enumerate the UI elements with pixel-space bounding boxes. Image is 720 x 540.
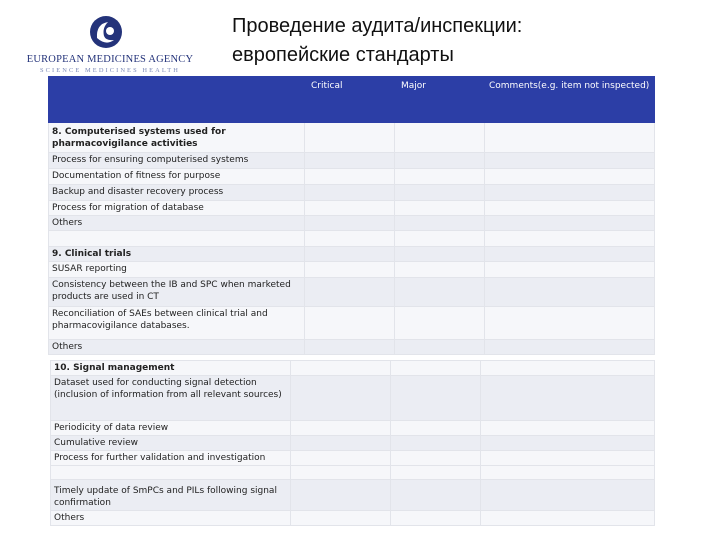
header-item-cell [49, 77, 305, 123]
comments-cell[interactable] [485, 340, 655, 355]
ema-logo-tagline: SCIENCE MEDICINES HEALTH [40, 67, 180, 74]
critical-cell[interactable] [291, 376, 391, 421]
major-cell[interactable] [391, 361, 481, 376]
row-label: Others [49, 340, 305, 355]
comments-cell[interactable] [485, 123, 655, 153]
critical-cell[interactable] [305, 216, 395, 231]
critical-cell[interactable] [291, 451, 391, 466]
header-comments: Comments(e.g. item not inspected) [485, 77, 655, 123]
critical-cell[interactable] [291, 421, 391, 436]
row-label: SUSAR reporting [49, 262, 305, 278]
spacer-cell [51, 466, 291, 480]
ema-logo-name: EUROPEAN MEDICINES AGENCY [26, 54, 194, 65]
row-label: Others [51, 511, 291, 526]
row-label: Backup and disaster recovery process [49, 185, 305, 201]
row-label: Others [49, 216, 305, 231]
table-row [49, 201, 655, 216]
ema-logo-icon [86, 14, 126, 50]
table-row [51, 451, 655, 466]
comments-cell[interactable] [485, 201, 655, 216]
table-row [49, 262, 655, 278]
comments-cell[interactable] [481, 376, 655, 421]
major-cell[interactable] [391, 421, 481, 436]
major-cell[interactable] [395, 247, 485, 262]
page-title-line1: Проведение аудита/инспекции: [232, 15, 523, 37]
table-row [51, 480, 655, 511]
comments-cell[interactable] [481, 436, 655, 451]
comments-cell[interactable] [481, 451, 655, 466]
table-row [49, 340, 655, 355]
critical-cell[interactable] [291, 436, 391, 451]
critical-cell[interactable] [291, 511, 391, 526]
comments-cell[interactable] [485, 153, 655, 169]
table-header-row [49, 77, 655, 123]
critical-cell[interactable] [291, 361, 391, 376]
table-row [51, 436, 655, 451]
row-label: Cumulative review [51, 436, 291, 451]
comments-cell[interactable] [485, 185, 655, 201]
major-cell[interactable] [395, 262, 485, 278]
audit-table-continued [50, 360, 655, 526]
critical-cell[interactable] [305, 307, 395, 340]
comments-cell[interactable] [481, 511, 655, 526]
critical-cell[interactable] [305, 153, 395, 169]
table-row [49, 169, 655, 185]
critical-cell[interactable] [305, 123, 395, 153]
critical-cell[interactable] [305, 201, 395, 216]
row-label: Dataset used for conducting signal detection (inclusion of information from all relevant sources) [51, 376, 291, 421]
critical-cell[interactable] [305, 278, 395, 307]
comments-cell[interactable] [485, 247, 655, 262]
page-title-line2: европейские стандарты [232, 44, 454, 66]
table-row-spacer [49, 231, 655, 247]
major-cell[interactable] [395, 278, 485, 307]
section-9-heading: 9. Clinical trials [49, 247, 305, 262]
audit-table [48, 76, 655, 355]
row-label: Reconciliation of SAEs between clinical trial and pharmacovigilance databases. [49, 307, 305, 340]
page-title [232, 12, 522, 70]
table-row-spacer [51, 466, 655, 480]
comments-cell[interactable] [485, 216, 655, 231]
comments-cell[interactable] [485, 231, 655, 247]
table-row [49, 123, 655, 153]
comments-cell[interactable] [485, 307, 655, 340]
major-cell[interactable] [395, 231, 485, 247]
major-cell[interactable] [391, 451, 481, 466]
critical-cell[interactable] [305, 247, 395, 262]
row-label: Periodicity of data review [51, 421, 291, 436]
row-label: Timely update of SmPCs and PILs following signal confirmation [51, 480, 291, 511]
major-cell[interactable] [391, 466, 481, 480]
comments-cell[interactable] [485, 169, 655, 185]
table-row [49, 307, 655, 340]
ema-logo [20, 14, 200, 76]
major-cell[interactable] [395, 201, 485, 216]
major-cell[interactable] [391, 376, 481, 421]
major-cell[interactable] [395, 153, 485, 169]
table-row [51, 511, 655, 526]
major-cell[interactable] [391, 480, 481, 511]
row-label: Documentation of fitness for purpose [49, 169, 305, 185]
major-cell[interactable] [395, 216, 485, 231]
table-row [49, 153, 655, 169]
major-cell[interactable] [395, 169, 485, 185]
critical-cell[interactable] [305, 340, 395, 355]
comments-cell[interactable] [485, 262, 655, 278]
major-cell[interactable] [395, 307, 485, 340]
header-major: Major [395, 77, 485, 123]
row-label: Process for ensuring computerised systems [49, 153, 305, 169]
comments-cell[interactable] [481, 466, 655, 480]
table-row [51, 361, 655, 376]
table-row [49, 185, 655, 201]
table-row [51, 376, 655, 421]
comments-cell[interactable] [481, 480, 655, 511]
major-cell[interactable] [391, 511, 481, 526]
section-10-heading: 10. Signal management [51, 361, 291, 376]
spacer-cell [49, 231, 305, 247]
critical-cell[interactable] [305, 262, 395, 278]
row-label: Consistency between the IB and SPC when marketed products are used in CT [49, 278, 305, 307]
major-cell[interactable] [395, 340, 485, 355]
major-cell[interactable] [395, 185, 485, 201]
critical-cell[interactable] [305, 169, 395, 185]
comments-cell[interactable] [481, 421, 655, 436]
row-label: Process for migration of database [49, 201, 305, 216]
section-8-heading: 8. Computerised systems used for pharmacovigilance activities [49, 123, 305, 153]
header-critical: Critical [305, 77, 395, 123]
table-row [49, 278, 655, 307]
major-cell[interactable] [391, 436, 481, 451]
table-row [49, 247, 655, 262]
table-row [49, 216, 655, 231]
critical-cell[interactable] [305, 185, 395, 201]
major-cell[interactable] [395, 123, 485, 153]
row-label: Process for further validation and investigation [51, 451, 291, 466]
comments-cell[interactable] [481, 361, 655, 376]
critical-cell[interactable] [291, 480, 391, 511]
critical-cell[interactable] [305, 231, 395, 247]
table-row [51, 421, 655, 436]
comments-cell[interactable] [485, 278, 655, 307]
critical-cell[interactable] [291, 466, 391, 480]
